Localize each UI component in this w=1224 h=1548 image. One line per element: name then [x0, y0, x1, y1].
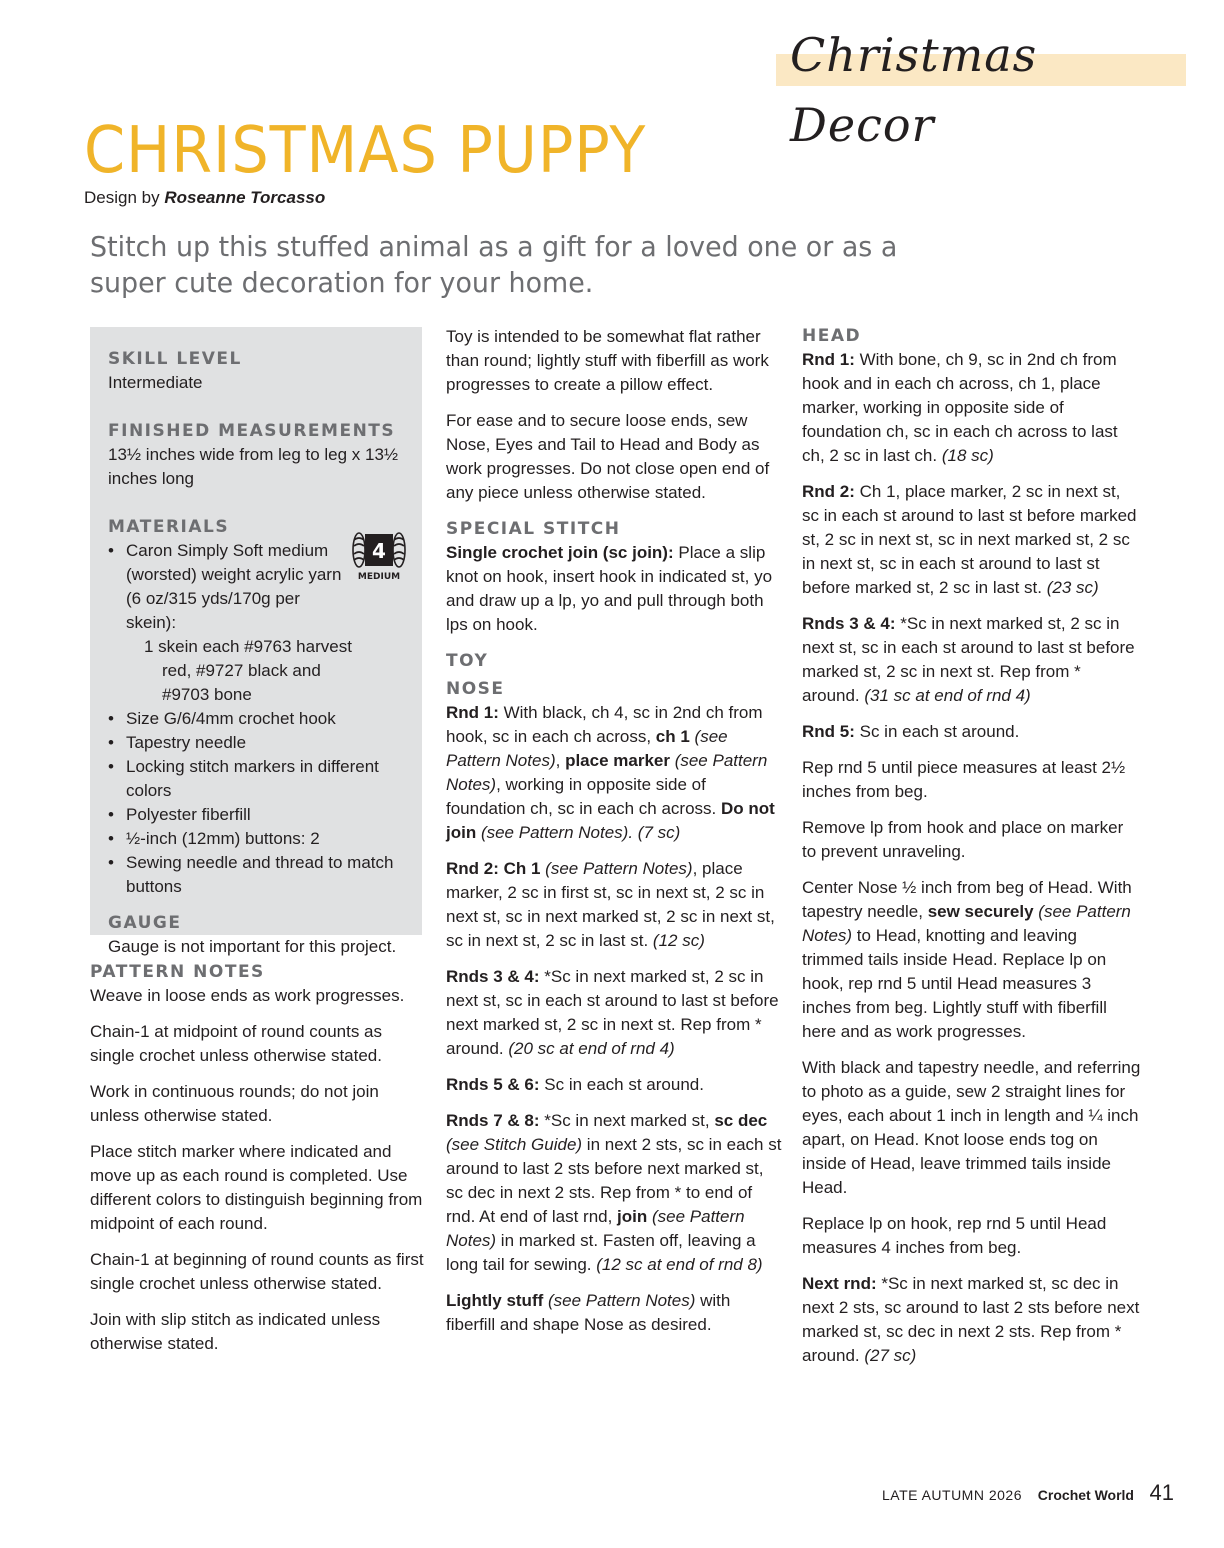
nose-rounds-5-6: Rnds 5 & 6: Sc in each st around. [446, 1075, 704, 1094]
gauge-value: Gauge is not important for this project. [108, 937, 397, 956]
page-title: CHRISTMAS PUPPY [84, 114, 647, 188]
pattern-note: Place stitch marker where indicated and move up as each round is completed. Use different colors to distinguish beginning from midpoint of each round. [90, 1142, 423, 1233]
head-eyes-paragraph: With black and tapestry needle, and referring to photo as a guide, sew 2 straight lines for eyes, each about 1 inch in length and ¼ inch apart, on Head. Knot loose ends tog on inside of Head, leave trimmed tails inside Head. [802, 1058, 1141, 1197]
list-item: • Sewing needle and thread to match buttons [108, 851, 418, 899]
toy-heading: TOY [446, 651, 489, 671]
pattern-notes [90, 960, 430, 1356]
list-item: • ½-inch (12mm) buttons: 2 [108, 827, 418, 851]
materials-list [108, 539, 418, 899]
column-2 [446, 325, 782, 1337]
head-replace-paragraph: Replace lp on hook, rep rnd 5 until Head measures 4 inches from beg. [802, 1214, 1107, 1257]
head-round-5: Rnd 5: Sc in each st around. [802, 722, 1020, 741]
yarn-colors: 1 skein each #9763 harvest red, #9727 black and #9703 bone [144, 637, 352, 704]
list-item: • Locking stitch markers in different colors [108, 755, 418, 803]
head-next-round: Next rnd: *Sc in next marked st, sc dec in next 2 sts, sc around to last 2 sts before next marked st, sc dec in next 2 sts. Rep from * around. (27 sc) [802, 1274, 1140, 1365]
toy-sewing-paragraph: For ease and to secure loose ends, sew Nose, Eyes and Tail to Head and Body as work progresses. Do not close open end of any piece unless otherwise stated. [446, 411, 770, 502]
materials-heading: MATERIALS [108, 517, 230, 537]
nose-round-2: Rnd 2: Ch 1 (see Pattern Notes), place marker, 2 sc in first st, sc in next st, 2 sc in next st, sc in next marked st, 2 sc in next st, sc in next st, 2 sc in last st. (12 sc) [446, 859, 775, 950]
head-round-1: Rnd 1: With bone, ch 9, sc in 2nd ch from hook and in each ch across, ch 1, place marker, working in opposite side of foundation ch, sc in each ch across to last ch, 2 sc in last ch. (18 sc) [802, 350, 1118, 465]
skill-level-value: Intermediate [108, 373, 203, 392]
yarn-weight-icon [350, 530, 408, 582]
pattern-note: Weave in loose ends as work progresses. [90, 986, 405, 1005]
list-item: • Tapestry needle [108, 731, 418, 755]
toy-intro-paragraph: Toy is intended to be somewhat flat rather than round; lightly stuff with fiberfill as work progresses to create a pillow effect. [446, 327, 769, 394]
section-banner-text: Christmas Decor [790, 28, 1038, 152]
byline-prefix: Design by [84, 188, 165, 207]
head-center-nose-paragraph: Center Nose ½ inch from beg of Head. With tapestry needle, sew securely (see Pattern Notes) to Head, knotting and leaving trimmed tails inside Head. Replace lp on hook, rep rnd 5 until Head measures 3 inches from beg. Lightly stuff with fiberfill here and as work progresses. [802, 878, 1132, 1041]
yarn-weight-label: MEDIUM [357, 572, 401, 582]
pattern-note: Work in continuous rounds; do not join unless otherwise stated. [90, 1082, 379, 1125]
yarn-weight-number: 4 [372, 539, 386, 563]
gauge-heading: GAUGE [108, 913, 182, 933]
magazine-name: Crochet World [1037, 1487, 1134, 1503]
head-rounds-3-4: Rnds 3 & 4: *Sc in next marked st, 2 sc in next st, sc in each st around to last st before marked st, 2 sc in next st. Rep from * around. (31 sc at end of rnd 4) [802, 614, 1135, 705]
finished-measurements-value: 13½ inches wide from leg to leg x 13½ inches long [108, 445, 399, 488]
nose-stuff-paragraph: Lightly stuff (see Pattern Notes) with fiberfill and shape Nose as desired. [446, 1291, 731, 1334]
list-item: • Caron Simply Soft medium (worsted) weight acrylic yarn (6 oz/315 yds/170g per skein): 1 skein each #9763 harvest red, #9727 black and #9703 bone [108, 539, 418, 707]
nose-heading: NOSE [446, 679, 505, 699]
head-repeat-paragraph: Rep rnd 5 until piece measures at least 2½ inches from beg. [802, 758, 1126, 801]
intro-text: Stitch up this stuffed animal as a gift for a loved one or as a super cute decoration for your home. [90, 230, 898, 299]
head-round-2: Rnd 2: Ch 1, place marker, 2 sc in next st, sc in each st around to last st before marked st, 2 sc in next st, sc in next marked st, 2 sc in next st, sc in each st around to last st before marked st, 2 sc in last st. (23 sc) [802, 482, 1137, 597]
byline [84, 186, 325, 210]
list-item: • Size G/6/4mm crochet hook [108, 707, 418, 731]
pattern-note: Join with slip stitch as indicated unless otherwise stated. [90, 1310, 381, 1353]
nose-rounds-7-8: Rnds 7 & 8: *Sc in next marked st, sc dec (see Stitch Guide) in next 2 sts, sc in each st around to last 2 sts before next marked st, sc dec in next 2 sts. Rep from * to end of rnd. At end of last rnd, join (see Pattern Notes) in marked st. Fasten off, leaving a long tail for sewing. (12 sc at end of rnd 8) [446, 1111, 782, 1274]
nose-rounds-3-4: Rnds 3 & 4: *Sc in next marked st, 2 sc in next st, sc in each st around to last st before next marked st, 2 sc in next st. Rep from * around. (20 sc at end of rnd 4) [446, 967, 779, 1058]
special-stitch-heading: SPECIAL STITCH [446, 519, 621, 539]
skill-level-heading: SKILL LEVEL [108, 349, 242, 369]
page-number: 41 [1149, 1480, 1174, 1505]
designer-name: Roseanne Torcasso [164, 188, 326, 207]
pattern-note: Chain-1 at midpoint of round counts as single crochet unless otherwise stated. [90, 1022, 383, 1065]
page-footer [880, 1480, 1180, 1510]
column-3 [802, 324, 1142, 1368]
pattern-notes-heading: PATTERN NOTES [90, 962, 265, 982]
info-box-content [108, 347, 418, 959]
issue-date: LATE AUTUMN 2026 [881, 1487, 1022, 1503]
head-remove-paragraph: Remove lp from hook and place on marker to prevent unraveling. [802, 818, 1124, 861]
finished-measurements-heading: FINISHED MEASUREMENTS [108, 421, 396, 441]
pattern-note: Chain-1 at beginning of round counts as first single crochet unless otherwise stated. [90, 1250, 424, 1293]
special-stitch-paragraph: Single crochet join (sc join): Place a slip knot on hook, insert hook in indicated st, yo and draw up a lp, yo and pull through both lps on hook. [446, 543, 773, 634]
nose-round-1: Rnd 1: With black, ch 4, sc in 2nd ch from hook, sc in each ch across, ch 1 (see Pattern Notes), place marker (see Pattern Notes), working in opposite side of foundation ch, sc in each ch across. Do not join (see Pattern Notes). (7 sc) [446, 703, 775, 842]
head-heading: HEAD [802, 326, 862, 346]
list-item: • Polyester fiberfill [108, 803, 418, 827]
